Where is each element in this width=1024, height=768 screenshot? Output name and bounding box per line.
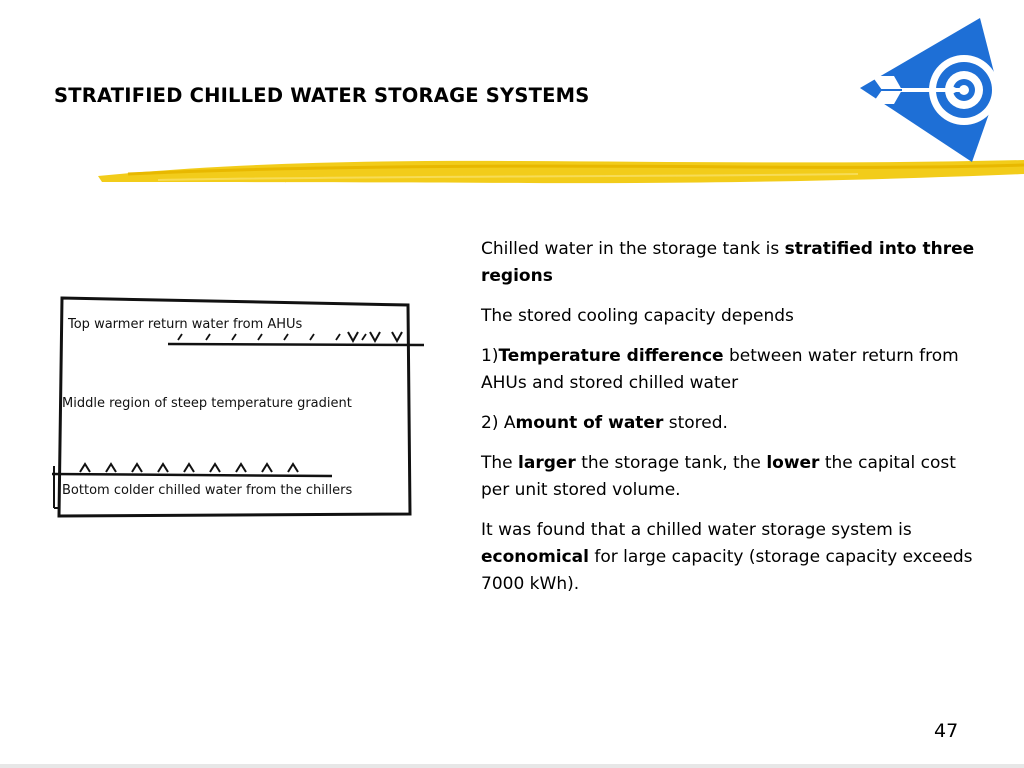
bold-span: Temperature difference bbox=[498, 346, 724, 366]
page-number: 47 bbox=[934, 720, 959, 742]
paragraph-stratified bbox=[481, 236, 981, 290]
text-span: the storage tank, the bbox=[575, 453, 767, 473]
bottom-region-label: Bottom colder chilled water from the chillers bbox=[62, 483, 353, 498]
text-span: stored. bbox=[663, 413, 728, 433]
target-with-arrow-icon bbox=[852, 14, 1002, 166]
text-span: the capital cost per unit stored volume. bbox=[481, 453, 956, 500]
text-span: between water return from AHUs and stored chilled water bbox=[481, 346, 959, 393]
bold-span: larger bbox=[518, 453, 576, 473]
text-span: Chilled water in the storage tank is bbox=[481, 239, 785, 259]
bottom-divider bbox=[0, 764, 1024, 768]
text-span: The bbox=[481, 453, 519, 473]
bold-span: economical bbox=[481, 547, 589, 567]
bold-span: stratified into three regions bbox=[481, 239, 975, 286]
text-span: for large capacity (storage capacity exceeds 7000 kWh). bbox=[481, 547, 973, 594]
text-span: It was found that a chilled water storage system is bbox=[481, 520, 912, 540]
middle-region-label: Middle region of steep temperature gradient bbox=[62, 396, 352, 411]
paragraph-economical bbox=[481, 517, 981, 598]
bold-span: lower bbox=[766, 453, 820, 473]
text-span: 1) bbox=[481, 346, 499, 366]
paragraph-capacity bbox=[481, 303, 981, 330]
body-text bbox=[481, 236, 981, 611]
bold-span: mount of water bbox=[515, 413, 664, 433]
top-region-label: Top warmer return water from AHUs bbox=[68, 317, 303, 332]
text-span: The stored cooling capacity depends bbox=[481, 306, 794, 326]
stratified-tank-diagram bbox=[50, 290, 430, 522]
paragraph-cost bbox=[481, 450, 981, 504]
text-span: 2) A bbox=[481, 413, 516, 433]
paragraph-temperature bbox=[481, 343, 981, 397]
paragraph-amount bbox=[481, 410, 981, 437]
slide-title: STRATIFIED CHILLED WATER STORAGE SYSTEMS bbox=[54, 84, 590, 107]
